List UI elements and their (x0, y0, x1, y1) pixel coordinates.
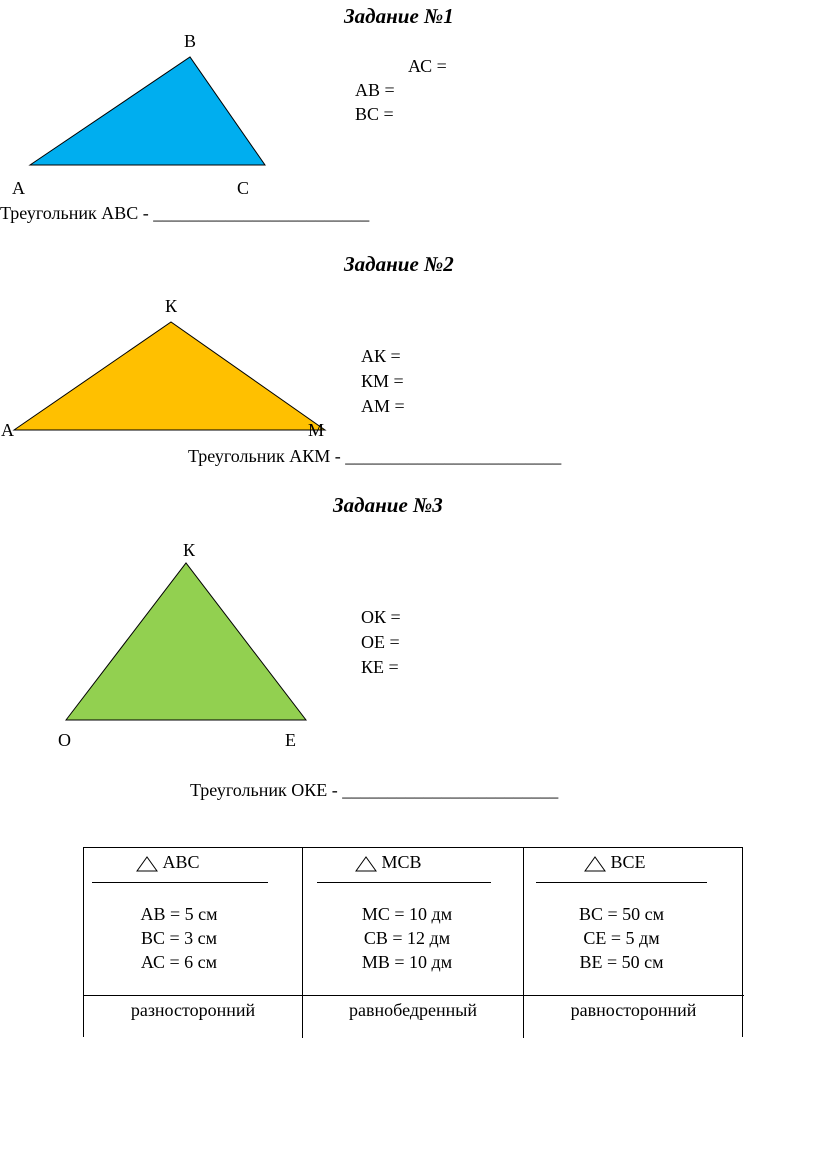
task2-vertex-m: М (308, 420, 325, 440)
triangle-types-table (83, 847, 743, 1037)
task1-vertex-a: А (12, 178, 25, 198)
task3-vertex-e: Е (285, 730, 296, 750)
task3-side-ok: ОК = (361, 607, 401, 627)
side-value: ВС = 50 см (578, 904, 665, 924)
side-value: ВЕ = 50 см (579, 952, 664, 972)
column-header-label: ВСЕ (610, 852, 646, 872)
task1-answer-line: Треугольник АВС - ________________________ (0, 203, 370, 223)
task2-side-ak: АК = (361, 346, 401, 366)
triangle-icon (355, 856, 377, 872)
triangle-icon (584, 856, 606, 872)
header-underline (536, 882, 707, 883)
task2-vertex-a: А (1, 420, 14, 440)
task3-side-oe: ОЕ = (361, 632, 400, 652)
task2-answer-line: Треугольник АКМ - ________________________ (188, 446, 562, 466)
task3-answer-line: Треугольник ОКЕ - ________________________ (190, 780, 559, 800)
task1-vertex-b: В (184, 31, 197, 51)
column-header (584, 852, 646, 873)
task3-vertex-o: О (58, 730, 71, 750)
task1-side-ac: АС = (408, 56, 447, 76)
column-header (136, 852, 200, 873)
task2-side-km: КМ = (361, 371, 404, 391)
column-header-label: АВС (162, 852, 200, 872)
side-values (512, 902, 731, 974)
side-value: МВ = 10 дм (361, 952, 453, 972)
column-header (355, 852, 422, 873)
column-header-label: МСВ (381, 852, 422, 872)
task3-vertex-k: К (183, 540, 196, 560)
side-value: ВС = 3 см (140, 928, 218, 948)
triangle-icon (136, 856, 158, 872)
task1-side-ab: АВ = (355, 80, 395, 100)
task1-heading: Задание №1 (344, 4, 454, 28)
task2-side-am: АМ = (361, 396, 405, 416)
task1-side-bc: ВС = (355, 104, 394, 124)
side-value: СЕ = 5 дм (583, 928, 660, 948)
triangle-type: равносторонний (570, 1000, 697, 1020)
header-underline (317, 882, 491, 883)
side-values (70, 902, 288, 974)
table-column-mcb (303, 848, 523, 1038)
header-underline (92, 882, 268, 883)
side-values (297, 902, 517, 974)
table-column-abc (84, 848, 302, 1038)
side-value: АС = 6 см (140, 952, 218, 972)
triangle-type: равнобедренный (349, 1000, 477, 1020)
task2-vertex-k: К (165, 296, 178, 316)
triangle-type: разносторонний (130, 1000, 256, 1020)
task3-heading: Задание №3 (333, 493, 443, 517)
side-value: СВ = 12 дм (363, 928, 451, 948)
table-column-bce (524, 848, 743, 1038)
task2-heading: Задание №2 (344, 252, 454, 276)
side-value: МС = 10 дм (361, 904, 453, 924)
triangle-oke-shape (66, 563, 306, 720)
side-value: АВ = 5 см (140, 904, 218, 924)
task3-side-ke: КЕ = (361, 657, 399, 677)
task1-vertex-c: С (237, 178, 250, 198)
